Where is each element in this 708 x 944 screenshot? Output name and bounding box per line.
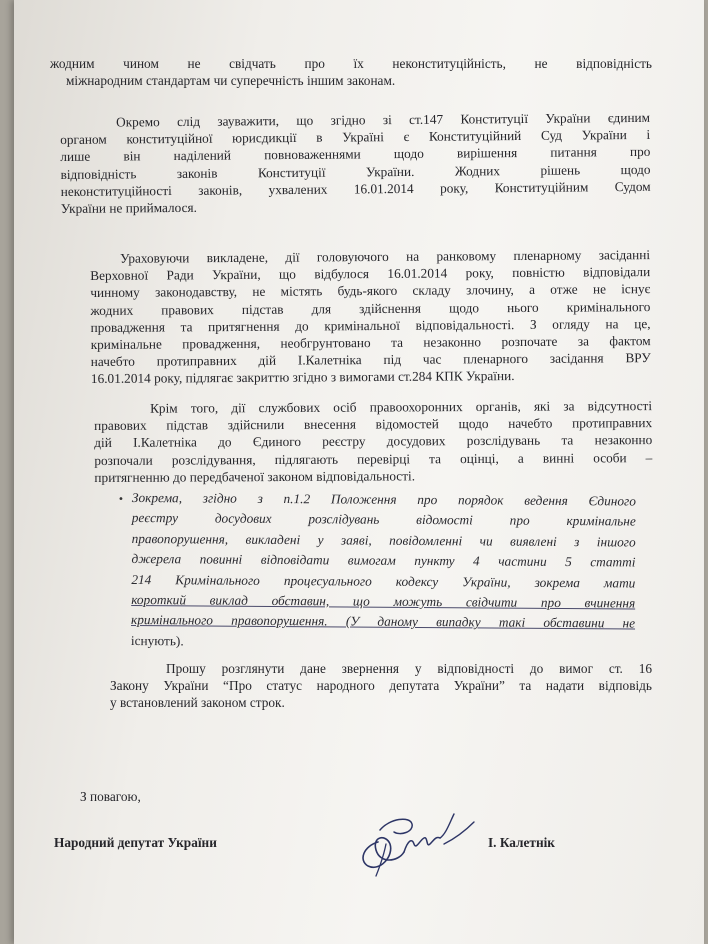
- paragraph-line: відповідність законів Конституції України. Жодних рішень щодо: [60, 161, 651, 182]
- paragraph-line: чинному законодавству, не містять будь-якого складу злочину, а отже не існує: [90, 281, 651, 301]
- paragraph-3: [90, 246, 651, 388]
- document-page: [14, 0, 704, 944]
- bullet-line: джерела повинні відповідати вимогам пункту 4 частини 5 статті: [131, 551, 636, 570]
- paragraph-line: Ураховуючи викладене, дії головуючого на ранковому пленарному засіданні: [120, 247, 651, 266]
- paragraph-line: 16.01.2014 року, підлягає закриттю згідно з вимогами ст.284 КПК України.: [90, 368, 515, 387]
- bullet-line: існують).: [130, 632, 184, 649]
- bullet-line: реєстру досудових розслідувань відомості про кримінальне: [131, 510, 636, 529]
- paragraph-4: [94, 397, 652, 486]
- bullet-line: Зокрема, згідно з п.1.2 Положення про порядок ведення Єдиного: [131, 489, 636, 509]
- signatory-name: І. Калетнік: [488, 835, 555, 850]
- paragraph-line: дій І.Калетніка до Єдиного реєстру досудових розслідувань та незаконно: [94, 432, 653, 451]
- paragraph-line: міжнародним стандартам чи суперечність іншим законам.: [66, 73, 396, 89]
- bullet-marker: •: [118, 494, 124, 505]
- paragraph-line: жодним чином не свідчать про їх неконституційність, не відповідність: [50, 56, 652, 71]
- paragraph-line: розпочали розслідування, підлягають перевірці та оцінці, а винні особи –: [94, 449, 653, 468]
- bullet-item: [131, 488, 636, 655]
- closing-regards: З повагою,: [80, 789, 141, 804]
- paragraph-line: лише він наділений повноваженнями щодо вирішення питання про: [60, 144, 651, 165]
- paragraph-line: начебто протиправних дій І.Калетніка під час пленарного засідання ВРУ: [90, 350, 651, 370]
- paragraph-line: притягненню до передбаченої законом відповідальності.: [94, 468, 416, 485]
- paragraph-2: [60, 109, 651, 217]
- paragraph-line: неконституційності законів, ухвалених 16.01.2014 року, Конституційним Судом: [60, 178, 651, 199]
- paragraph-line: Прошу розглянути дане звернення у відповідності до вимог ст. 16: [166, 661, 652, 676]
- paragraph-line: Верховної Ради України, що відбулося 16.01.2014 року, повністю відповідали: [90, 264, 651, 284]
- bullet-line: 214 Кримінального процесуального кодексу України, зокрема мати: [131, 571, 636, 591]
- paragraph-line: провадження та притягнення до кримінальної відповідальності. З огляду на це,: [90, 315, 651, 335]
- paragraph-line: жодних правових підстав для здійснення щодо нього кримінального: [90, 298, 651, 318]
- signature-image: [350, 800, 480, 882]
- bullet-line: короткий виклад обставин, що можуть свідчити про вчинення: [131, 592, 636, 611]
- paragraph-line: правових підстав здійснили внесення відомостей щодо начебто протиправних: [94, 415, 653, 434]
- paragraph-line: України не приймалося.: [60, 199, 198, 217]
- paragraph-6: [110, 660, 652, 712]
- paragraph-line: Крім того, дії службових осіб правоохоронних органів, які за відсутності: [150, 398, 653, 416]
- paragraph-line: у встановлений законом строк.: [110, 695, 285, 711]
- paragraph-1: [50, 55, 652, 89]
- paragraph-line: Окремо слід зауважити, що згідно зі ст.147 Конституції України єдиним: [116, 109, 651, 130]
- bullet-line: правопорушення, викладені у заяві, повідомленні чи виявлені з іншого: [131, 530, 636, 550]
- paragraph-line: органом конституційної юрисдикції в Україні є Конституційний Суд України і: [60, 127, 651, 148]
- signatory-title: Народний депутат України: [54, 835, 217, 850]
- bullet-line: кримінального правопорушення. (У даному випадку такі обставини не: [131, 612, 636, 631]
- paragraph-line: кримінальне провадження, необгрунтовано та незаконно розпочате за фактом: [90, 333, 651, 353]
- paragraph-line: Закону України “Про статус народного депутата України” та надати відповідь: [110, 678, 652, 694]
